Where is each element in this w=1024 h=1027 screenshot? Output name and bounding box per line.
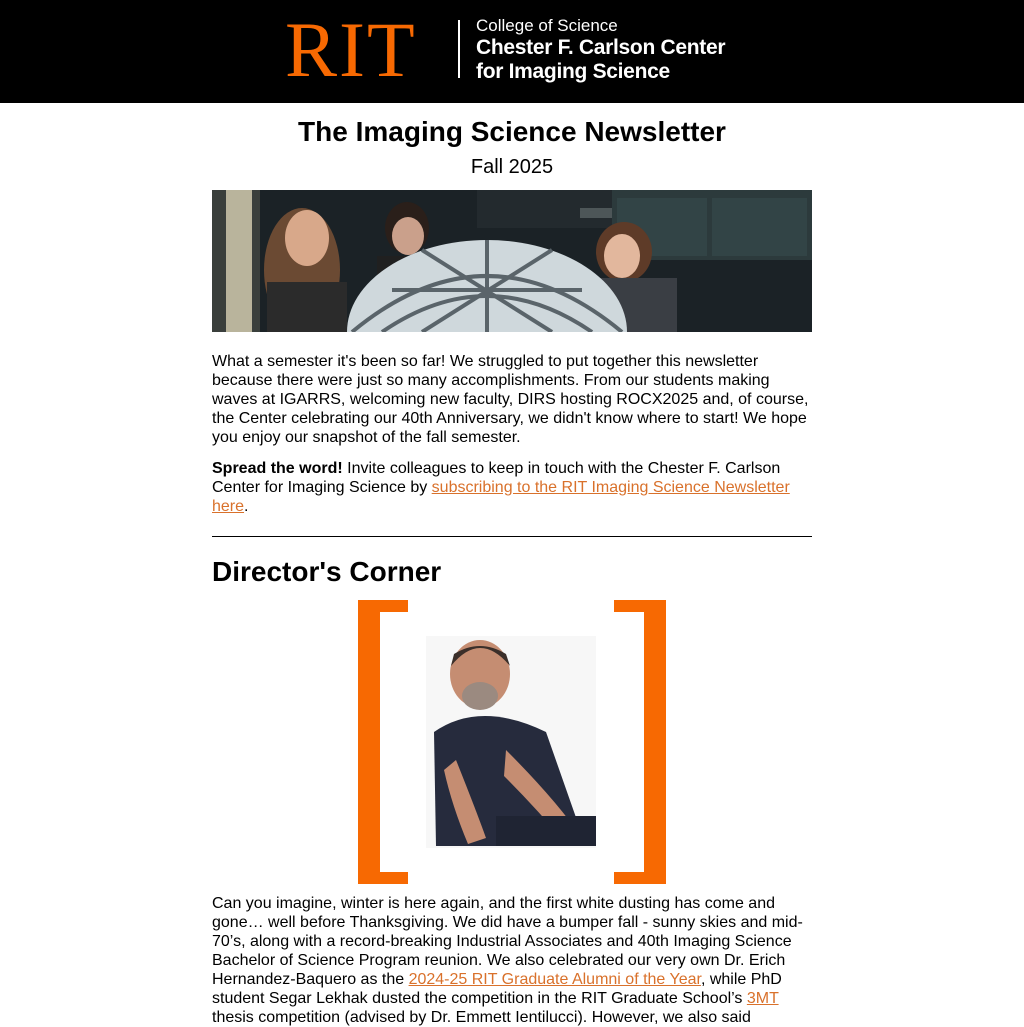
hero-image (212, 190, 812, 332)
header-banner (0, 0, 1024, 103)
director-photo-illustration (356, 600, 668, 886)
center-name-line1: Chester F. Carlson Center (476, 36, 726, 59)
dc-text-2: , while PhD student Segar Lekhak dusted the competition in the RIT Graduate School’s (212, 971, 782, 1007)
director-portrait (356, 600, 668, 886)
hero-photo-illustration (212, 190, 812, 332)
dc-text-1: Can you imagine, winter is here again, and the first white dusting has come and gone… well before Thanksgiving. We did have a bumper fall - sunny skies and mid-70’s, along with a record-breaking Industrial Associates and 40th Imaging Science Bachelor of Science Program reunion. We also celebrated our very own Dr. Erich Hernandez-Baquero as the (212, 895, 803, 988)
rit-logo[interactable]: RIT (285, 6, 417, 93)
logo-divider (458, 20, 460, 78)
alumni-of-year-link[interactable]: 2024-25 RIT Graduate Alumni of the Year (408, 971, 701, 988)
intro-paragraph: What a semester it's been so far! We struggled to put together this newsletter because there were just so many accomplishments. From our students making waves at IGARRS, welcoming new faculty, DIRS hosting ROCX2025 and, of course, the Center celebrating our 40th Anniversary, we didn't know where to start! We hope you enjoy our snapshot of the fall semester. (212, 353, 809, 446)
spread-the-word-paragraph (212, 459, 812, 516)
college-name: College of Science (476, 16, 618, 35)
center-wordmark (476, 16, 725, 84)
spread-end: . (244, 498, 249, 515)
newsletter-season: Fall 2025 (470, 156, 554, 178)
newsletter-title: The Imaging Science Newsletter (298, 116, 726, 147)
directors-corner-paragraph (212, 894, 812, 1027)
directors-corner-heading: Director's Corner (212, 556, 442, 587)
subscribe-link[interactable]: subscribing to the RIT Imaging Science Newsletter here (212, 479, 790, 515)
spread-bold: Spread the word! (212, 460, 343, 477)
3mt-link[interactable]: 3MT (746, 990, 779, 1007)
spread-text: Invite colleagues to keep in touch with the Chester F. Carlson Center for Imaging Science by (212, 460, 781, 496)
center-name-line2: for Imaging Science (476, 60, 670, 83)
dc-text-3: thesis competition (advised by Dr. Emmett Ientilucci). However, we also said (212, 1009, 751, 1026)
section-divider (212, 536, 812, 537)
